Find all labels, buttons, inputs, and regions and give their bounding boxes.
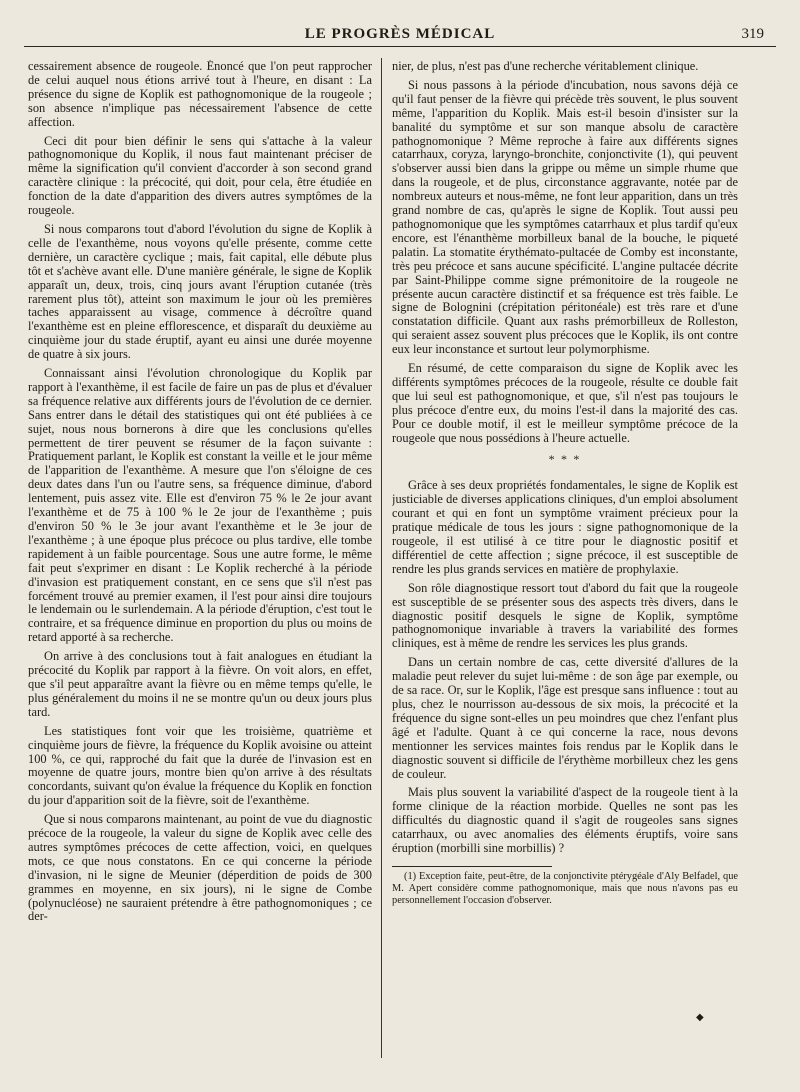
paragraph: Si nous comparons tout d'abord l'évolution du signe de Koplik à celle de l'exanthème, nous voyons qu'elle présente, comme cette dernière, un caractère cyclique ; mais, fait capital, elle débute plus tôt et s'achève avant elle. D'une manière générale, le signe de Koplik apparaît un, deux, trois, cinq jours avant l'éruption cutanée (très rarement plus tôt), atteint son maximum le jour où les premières taches apparaissent au visage, commence à décroître quand l'exanthème est en pleine efflorescence, et disparaît du deuxième au cinquième jour du stade éruptif, ayant eu ainsi une durée moyenne de quatre à six jours. xyxy=(28,221,372,362)
paragraph: On arrive à des conclusions tout à fait analogues en étudiant la précocité du Koplik par rapport à la fièvre. On voit alors, en effet, que s'il peut apparaître avant la fièvre ou en même temps qu'elle, le plus généralement du moins il ne se montre qu'un ou deux jours plus tard. xyxy=(28,649,372,719)
paragraph: Que si nous comparons maintenant, au point de vue du diagnostic précoce de la rougeole, la valeur du signe de Koplik avec celle des autres symptômes précoces de cette affection, voici, en quelques mots, ce que nous constatons. En ce qui concerne la période d'invasion, ni le signe de Meunier (déperdition de poids de 300 grammes en moyenne, en six jours), ni le signe de Combe (polynucléose) ne sauraient prétendre à être pathognomoniques ; ce der- xyxy=(28,812,372,924)
section-asterism: * * * xyxy=(548,452,582,467)
paragraph: En résumé, de cette comparaison du signe de Koplik avec les différents symptômes précoces de la rougeole, résulte ce double fait que lui seul est pathognomonique, et que, s'il n'est pas toujours le plus précoce d'entre eux, du moins l'est-il dans la majorité des cas. Pour ce double motif, il est le meilleur symptôme précoce de la rougeole que nous possédions à l'heure actuelle. xyxy=(392,361,738,445)
paragraph: Dans un certain nombre de cas, cette diversité d'allures de la maladie peut relever du sujet lui-même : de son âge par exemple, ou de sa race. Or, sur le Koplik, l'âge est presque sans influence : tout au plus, chez le nourrisson au-dessous de six mois, la précocité et la fréquence du signe sont-elles un peu moindres que chez l'enfant plus âgé et l'adulte. Quant à ce qui concerne la race, nous devons mentionner les services maintes fois rendus par le Koplik dans le diagnostic souvent si difficile de l'érythème morbilleux chez les gens de couleur. xyxy=(392,655,738,781)
paragraph: Les statistiques font voir que les troisième, quatrième et cinquième jours de fièvre, la fréquence du Koplik avoisine ou atteint 100 %, ce qui, rapproché du fait que la durée de l'invasion est en moyenne de quatre jours, montre bien qu'on arrive à des résultats concordants, suivant qu'on évalue la fréquence du Koplik en fonction du jour d'apparition soit de la fièvre, soit de l'exanthème. xyxy=(28,723,372,808)
paragraph: Son rôle diagnostique ressort tout d'abord du fait que la rougeole est susceptible de se présenter sous des aspects très divers, dans le diagnostic positif desquels le signe de Koplik, symptôme pathognomonique invariable à travers la variabilité des formes cliniques, est à même de rendre les services les plus grands. xyxy=(392,580,738,651)
footnote-rule xyxy=(392,866,552,867)
running-title: LE PROGRÈS MÉDICAL xyxy=(304,26,496,42)
paragraph: Ceci dit pour bien définir le sens qui s'attache à la valeur pathognomonique du Koplik, il nous faut maintenant préciser de même la signification qu'il convient d'accorder à son second grand caractère clinique : la précocité, qui doit, pour cela, être étudiée en fonction de la date d'apparition des divers autres symptômes de la rougeole. xyxy=(28,133,372,218)
page-number: 319 xyxy=(741,26,764,42)
paragraph: Mais plus souvent la variabilité d'aspect de la rougeole tient à la forme clinique de la réaction morbide. Quelles ne sont pas les difficultés du diagnostic quand il s'agit de rougeoles sans signes catarrhaux, ou avec anomalies des éléments éruptifs, voire sans éruption (morbilli sine morbillis) ? xyxy=(392,785,738,856)
header-rule xyxy=(24,46,776,47)
left-column xyxy=(28,60,372,1070)
footnote: (1) Exception faite, peut-être, de la conjonctivite ptérygéale d'Aly Belfadel, que M. Apert considère comme pathognomonique, mais que nous n'avons pas eu personnellement l'occasion d'observer. xyxy=(392,870,738,906)
right-column xyxy=(392,60,738,1070)
paragraph: Si nous passons à la période d'incubation, nous savons déjà ce qu'il faut penser de la fièvre qui précède très souvent, le plus souvent même, l'apparition du Koplik. Mais est-il besoin d'insister sur la banalité du symptôme et sur son manque absolu de caractère pathognomonique ? Même reproche à faire aux différents signes catarrhaux, coryza, laryngo-bronchite, conjonctivite (1), qui peuvent s'observer aussi bien dans la grippe ou même un simple rhume que dans la rougeole, et de plus, circonstance aggravante, notée par de nombreux auteurs et nous-même, ne font leur apparition, dans un très grand nombre de cas, qu'après le signe de Koplik. Tout aussi peu pathognomonique que les symptômes catarrhaux et plus tardif qu'eux encore, est l'énanthème morbilleux banal de la bouche, le piqueté palatin. La stomatite érythémato-pultacée de Comby est inconstante, très peu précoce et sans aucune spécificité. L'angine pultacée décrite par Saint-Philippe comme signe prémonitoire de la rougeole ne présente aucun caractère distinctif et sa fréquence est très faible. Le signe de Bolognini (crépitation péritonéale) est très rare et d'une constatation difficile. Quant aux rashs prémorbilleux de Rolleston, qui seraient assez souvent plus précoces que le Koplik, ils ont contre eux leur inconstance et surtout leur polymorphisme. xyxy=(392,77,738,357)
column-divider xyxy=(381,58,382,1058)
paragraph: Grâce à ses deux propriétés fondamentales, le signe de Koplik est justiciable de diverses applications cliniques, d'un emploi absolument courant et qui en font un symptôme vraiment précieux pour la pratique médicale de tous les jours : signe pathognomonique de la rougeole, il est utilisé à ce titre pour le diagnostic positif et différentiel de cette affection ; signe précoce, il est susceptible de rendre les plus grands services en matière de prophylaxie. xyxy=(392,478,738,576)
printer-mark: ◆ xyxy=(696,1012,704,1023)
paragraph: Connaissant ainsi l'évolution chronologique du Koplik par rapport à l'exanthème, il est facile de faire un pas de plus et d'évaluer sa fréquence relative aux différents jours de l'évolution de ce dernier. Sans entrer dans le détail des statistiques qui ont été publiées à ce sujet, nous nous bornerons à dire que les conclusions qu'elles permettent de tirer peuvent se résumer de la façon suivante : Pratiquement parlant, le Koplik est constant la veille et le jour même de l'apparition de l'exanthème. A mesure que l'on s'éloigne de ces deux dates dans l'un ou l'autre sens, sa fréquence diminue, d'abord lentement, puis assez vite. Elle est d'environ 75 % le 2e jour avant l'exanthème et de 75 à 100 % le 2e jour de l'exanthème ; puis d'environ 50 % le 3e jour avant l'exanthème et le 3e jour de l'exanthème ; à une époque plus précoce ou plus tardive, elle tombe rapidement à un faible pourcentage. Sous une autre forme, le même fait peut s'exprimer en disant : Le Koplik recherché à la période d'invasion est pratiquement constant, en ce sens que s'il n'est pas forcément trouvé au premier examen, il l'est pour ainsi dire toujours le lendemain ou le surlendemain. A la période d'éruption, c'est tout le contraire, et sa fréquence diminue en proportion du plus ou moins de retard apporté à sa recherche. xyxy=(28,366,372,645)
paragraph: cessairement absence de rougeole. Énoncé que l'on peut rapprocher de celui auquel nous étions arrivé tout à l'heure, en disant : La présence du signe de Koplik est pathognomonique de la rougeole ; son absence n'implique pas nécessairement l'absence de cette affection. xyxy=(28,60,372,129)
paragraph: nier, de plus, n'est pas d'une recherche véritablement clinique. xyxy=(392,60,699,73)
